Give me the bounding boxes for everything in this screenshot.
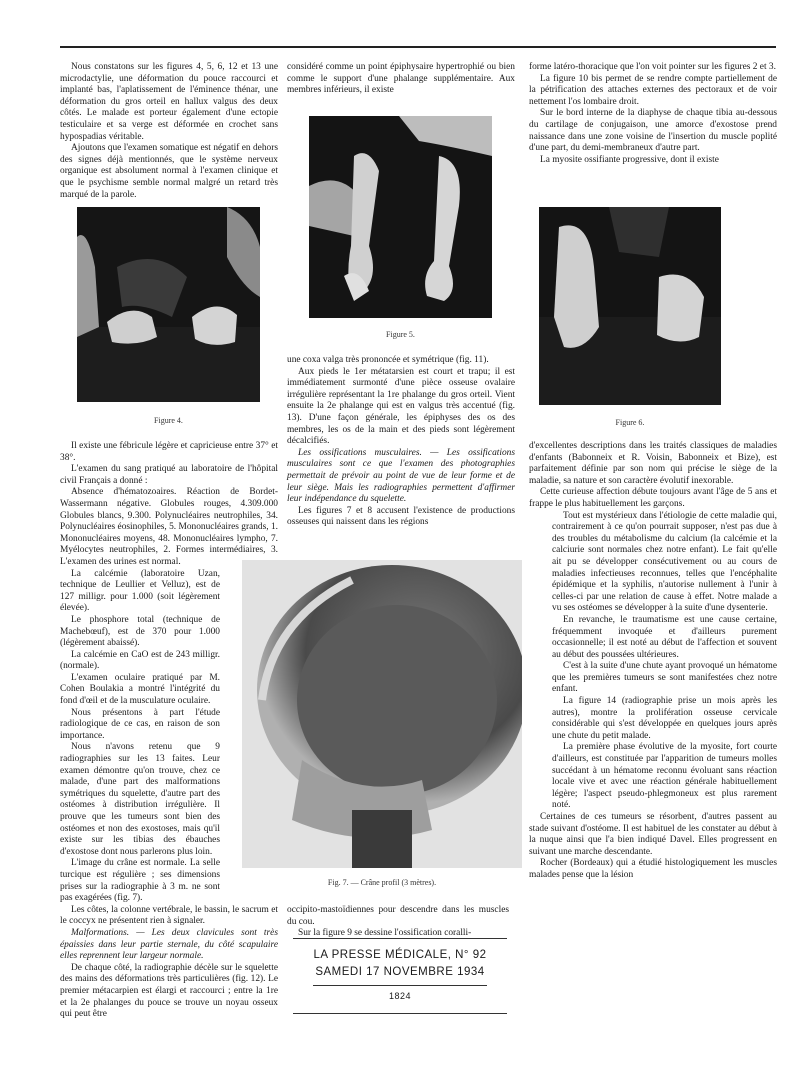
journal-name: LA PRESSE MÉDICALE, N° 92: [313, 949, 487, 961]
paragraph: Les côtes, la colonne vertébrale, le bassin, le sacrum et le coccyx ne présentent rien à signaler.: [60, 904, 278, 927]
paragraph: Il existe une fébricule légère et capricieuse entre 37° et 38°.: [60, 441, 278, 463]
paragraph: Nous constatons sur les figures 4, 5, 6, 12 et 13 une microdactylie, une déformation du pouce raccourci et implanté bas, l'aplatissement de l'éminence thénar, une déformation du gros orteil en hallux valgus des deux côtés. Le malade est porteur également d'une ectopie testiculaire et sa verge est déformée en crochet sans hypospadias véritable.: [60, 62, 278, 142]
col3-top-text: [529, 62, 777, 166]
col2-bottom-text: [287, 905, 509, 940]
paragraph: La figure 14 (radiographie prise un mois après les autres), montre la prolifération osseuse cervicale considérable qui s'est développée en quelques jours après une chute du petit malade.: [552, 696, 777, 741]
paragraph: Cette curieuse affection débute toujours avant l'âge de 5 ans et frappe le plus habituellement les garçons.: [529, 487, 777, 509]
col2-top-text: [287, 62, 515, 97]
paragraph: Absence d'hématozoaires. Réaction de Bordet-Wassermann négative. Globules rouges, 4.309.000 Globules blancs, 9.300. Polynucléaires neutrophiles, 34. Polynucléaires éosinophiles, 5. Mononucléaires grands, 1. Mononucléaires moyens, 48. Mononucléaires lympho, 7. Myélocytes neutrophiles, 2. Formes intermédiaires, 3. L'examen des urines est normal.: [60, 487, 278, 567]
paragraph: Nous présentons à part l'étude radiologique de ce cas, en raison de son importance.: [60, 707, 220, 741]
page-number: 1824: [388, 991, 412, 1001]
top-rule: [60, 46, 776, 48]
figure-7-xray: [242, 560, 522, 868]
paragraph: La calcémie (laboratoire Uzan, technique de Leullier et Velluz), est de 127 milligr. pour 1.000 (soit légèrement élevée).: [60, 568, 220, 614]
paragraph: Les ossifications musculaires. — Les ossifications musculaires sont ce que l'examen des photographies permettait de prévoir au point de vue de leur forme et de leur siège. Mais les radiographies permettent d'affirmer leur indépendance du squelette.: [287, 447, 515, 505]
paragraph: forme latéro-thoracique que l'on voit pointer sur les figures 2 et 3.: [529, 62, 776, 72]
paragraph: Sur la figure 9 se dessine l'ossification coralli-: [298, 928, 472, 939]
paragraph: d'excellentes descriptions dans les traités classiques de maladies d'enfants (Babonneix et R. Voisin, Babonneix et Bize), est parfaitement définie par son nom qui précise le siège de la maladie, sa nature et son caractère évolutif inexorable.: [529, 441, 777, 486]
paragraph: Ajoutons que l'examen somatique est négatif en dehors des signes déjà mentionnés, que le système nerveux organique est absolument normal à l'examen clinique et que le psychisme semble normal malgré un retard très marqué de la parole.: [60, 143, 278, 200]
paragraph: De chaque côté, la radiographie décèle sur le squelette des mains des déformations très particulières (fig. 12). Le premier métacarpien est élargi et raccourci ; entre la 1re et la 2e phalanges du pouce se trouve un noyau osseux qui peut être: [60, 962, 278, 1020]
journal-footer: [293, 938, 507, 1014]
footer-rule: [313, 985, 487, 986]
paragraph: une coxa valga très prononcée et symétrique (fig. 11).: [287, 355, 489, 365]
paragraph: La première phase évolutive de la myosite, fort courte d'ailleurs, est constituée par l'apparition de tumeurs molles succédant à un hématome reconnu évoluant sans réaction locale vive et avec une réaction générale habituellement légère; l'aspect pseudo-phlegmoneux est plus rarement noté.: [552, 742, 777, 811]
paragraph: L'image du crâne est normale. La selle turcique est régulière ; ses dimensions prises sur la radiographie à 3 m. ne sont pas exagérées (fig. 7).: [60, 858, 220, 904]
paragraph: considéré comme un point épiphysaire hypertrophié ou bien comme le support d'une phalange supplémentaire. Aux membres inférieurs, il existe: [287, 62, 515, 96]
paragraph: En revanche, le traumatisme est une cause certaine, fréquemment invoquée et d'ailleurs purement occasionnelle; il est noté au début de l'affection et souvent au début des poussées ultérieures.: [552, 614, 777, 660]
paragraph: Rocher (Bordeaux) qui a étudié histologiquement les muscles malades pense que la lésion: [529, 858, 777, 880]
col1-top-text: [60, 62, 278, 201]
figure-7-caption: Fig. 7. — Crâne profil (3 mètres).: [327, 878, 437, 887]
figure-5-caption: Figure 5.: [386, 330, 415, 339]
figure-5-photo: [309, 116, 492, 318]
paragraph: Sur le bord interne de la diaphyse de chaque tibia au-dessous du cartilage de conjugaison, une amorce d'exostose prend naissance dans une zone voisine de l'insertion du muscle poplité d'une part, du demi-membraneux d'autre part.: [529, 108, 777, 154]
paragraph: La calcémie en CaO est de 243 milligr. (normale).: [60, 649, 220, 672]
paragraph: La myosite ossifiante progressive, dont il existe: [540, 154, 719, 165]
figure-6-caption: Figure 6.: [615, 418, 645, 427]
col3-middle-text: [529, 441, 777, 882]
figure-4-caption: Figure 4.: [154, 416, 183, 425]
paragraph: Nous n'avons retenu que 9 radiographies sur les 13 faites. Leur examen démontre qu'on trouve, chez ce malade, d'une part des malformations symétriques du squelette, d'autre part des ostéomes à distribution irrégulière. Il prouve que les tumeurs sont bien des ostéomes et non des exostoses, mais qu'il existe sur les tibias des ébauches d'exostose dont nous parlerons plus loin.: [60, 742, 220, 857]
figure-4-photo: [77, 207, 260, 402]
paragraph: Tout est mystérieux dans l'étiologie de cette maladie qui, contrairement à ce qu'on pourrait supposer, n'est pas due à des troubles du métabolisme du calcium (la calcémie et la calciurie sont normales chez notre enfant). Le fait qu'elle ait pu se développer consécutivement ou au cours de maladies infectieuses reconnues, telles que l'encéphalite épidémique et la syphilis, n'autorise nullement à l'unir à celles-ci par une relation de cause à effet. Notre malade a vu ses ostéomes se développer à la suite d'une dysenterie.: [552, 510, 777, 614]
paragraph: Aux pieds le 1er métatarsien est court et trapu; il est immédiatement surmonté d'une pièce osseuse ovalaire irrégulière représentant la 1re phalange du gros orteil. Vient ensuite la 2e phalange qui est en valgus très accentué (fig. 13). D'une façon générale, les épiphyses des os des membres, les os de la main et des pieds sont légèrement décalcifiés.: [287, 366, 515, 447]
paragraph: Malformations. — Les deux clavicules sont très épaissies dans leur partie sternale, du côté scapulaire elles reprennent leur largeur normale.: [60, 927, 278, 962]
paragraph: C'est à la suite d'une chute ayant provoqué un hématome que les premières tumeurs se sont manifestées chez notre enfant.: [552, 661, 777, 695]
paragraph: L'examen du sang pratiqué au laboratoire de l'hôpital civil Français a donné :: [60, 464, 278, 486]
paragraph: Certaines de ces tumeurs se résorbent, d'autres passent au stade suivant d'ostéome. Il est habituel de les constater au début à la nuque ainsi que l'a bien indiqué Davel. Elles progressent en suivant une marche descendante.: [529, 812, 777, 857]
issue-date: SAMEDI 17 NOVEMBRE 1934: [315, 966, 485, 978]
paragraph: La figure 10 bis permet de se rendre compte partiellement de la pétrification des attaches externes des pectoraux et de voir nettement l'os lombaire droit.: [529, 73, 777, 107]
paragraph: Le phosphore total (technique de Machebœuf), est de 370 pour 1.000 (légèrement abaissé).: [60, 614, 220, 649]
paragraph: L'examen oculaire pratiqué par M. Cohen Boulakia a montré l'intégrité du fond d'œil et de la musculature oculaire.: [60, 672, 220, 707]
figure-6-photo: [539, 207, 721, 405]
paragraph: Les figures 7 et 8 accusent l'existence de productions osseuses qui naissent dans les régions: [287, 505, 515, 528]
paragraph: occipito-mastoïdiennes pour descendre dans les muscles du cou.: [287, 905, 509, 927]
col2-middle-text: [287, 355, 515, 529]
